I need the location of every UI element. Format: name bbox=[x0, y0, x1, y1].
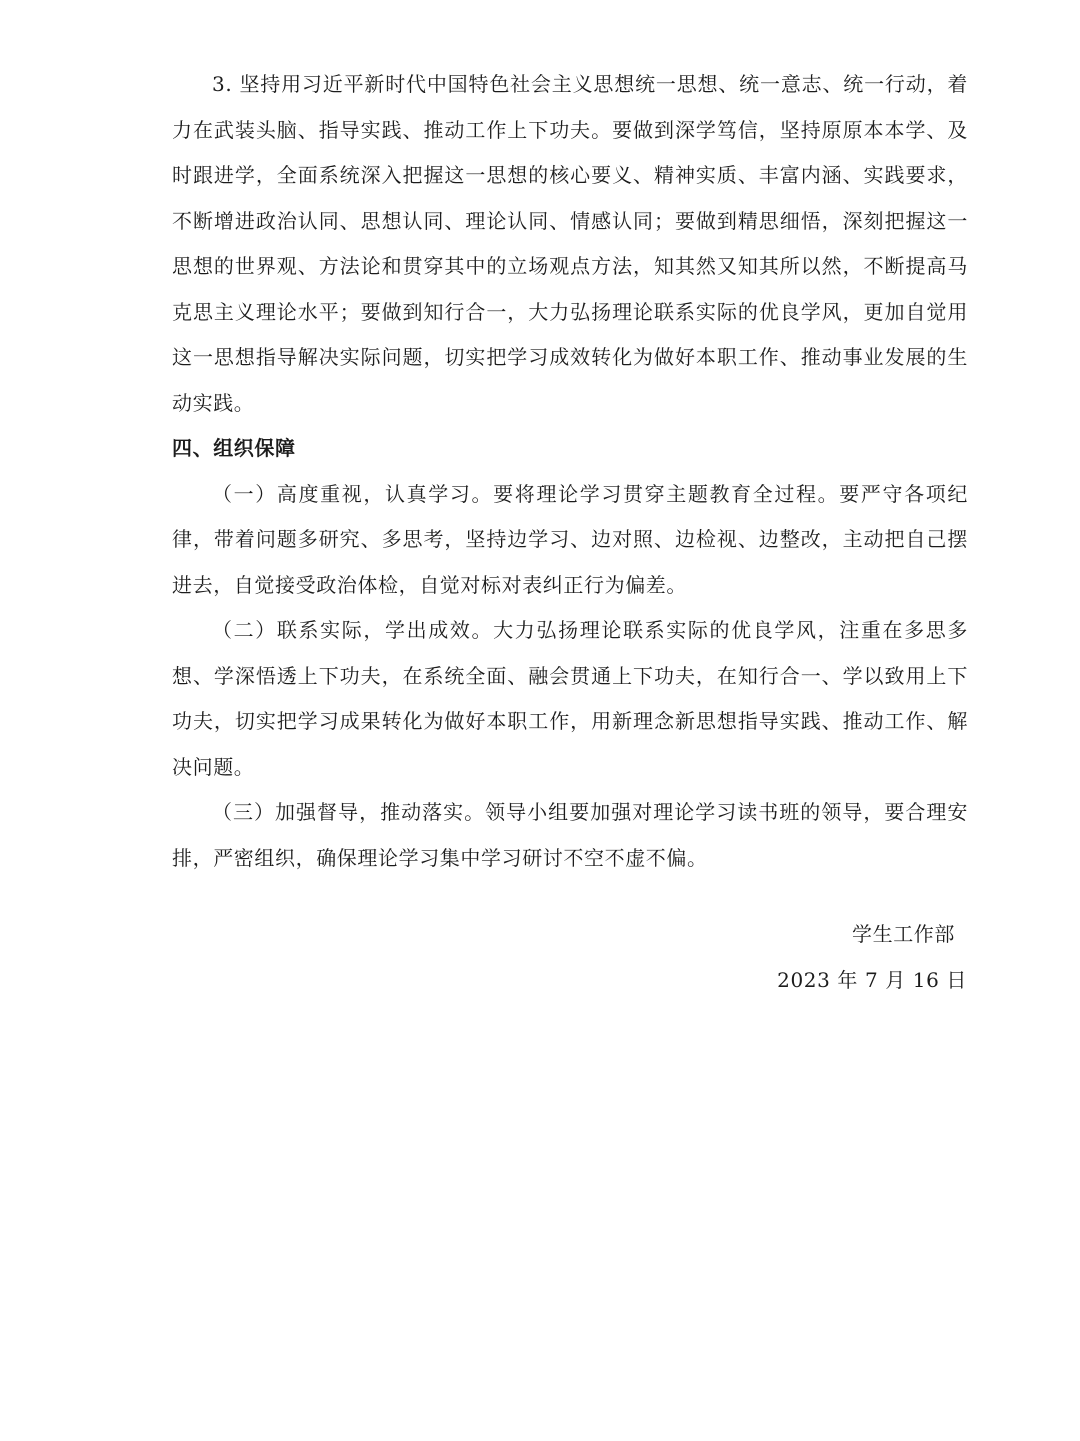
section-4-heading: 四、组织保障 bbox=[172, 436, 296, 460]
guarantee-item-2: （二）联系实际，学出成效。大力弘扬理论联系实际的优良学风，注重在多思多想、学深悟透上下功夫，在系统全面、融会贯通上下功夫，在知行合一、学以致用上下功夫，切实把学习成果转化为做好本职工作，用新理念新思想指导实践、推动工作、解决问题。 bbox=[172, 618, 968, 779]
guarantee-item-3: （三）加强督导，推动落实。领导小组要加强对理论学习读书班的领导，要合理安排，严密组织，确保理论学习集中学习研讨不空不虚不偏。 bbox=[172, 800, 968, 870]
document-body bbox=[172, 62, 968, 881]
signature-organization: 学生工作部 bbox=[852, 922, 955, 946]
paragraph-3: 3. 坚持用习近平新时代中国特色社会主义思想统一思想、统一意志、统一行动，着力在武装头脑、指导实践、推动工作上下功夫。要做到深学笃信，坚持原原本本学、及时跟进学，全面系统深入把握这一思想的核心要义、精神实质、丰富内涵、实践要求，不断增进政治认同、思想认同、理论认同、情感认同；要做到精思细悟，深刻把握这一思想的世界观、方法论和贯穿其中的立场观点方法，知其然又知其所以然，不断提高马克思主义理论水平；要做到知行合一，大力弘扬理论联系实际的优良学风，更加自觉用这一思想指导解决实际问题，切实把学习成效转化为做好本职工作、推动事业发展的生动实践。 bbox=[172, 72, 968, 415]
guarantee-item-1: （一）高度重视，认真学习。要将理论学习贯穿主题教育全过程。要严守各项纪律，带着问题多研究、多思考，坚持边学习、边对照、边检视、边整改，主动把自己摆进去，自觉接受政治体检，自觉对标对表纠正行为偏差。 bbox=[172, 481, 968, 597]
signature-block bbox=[777, 912, 967, 1003]
signature-date: 2023 年 7 月 16 日 bbox=[777, 967, 967, 992]
